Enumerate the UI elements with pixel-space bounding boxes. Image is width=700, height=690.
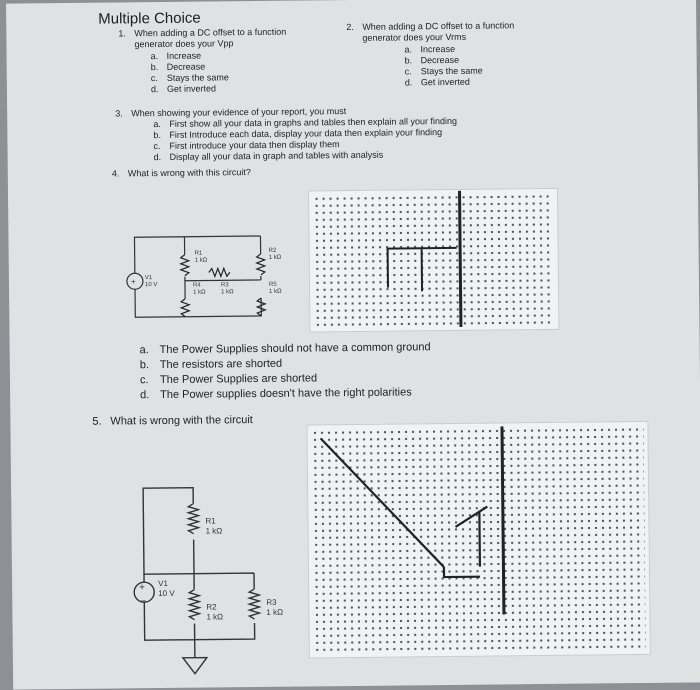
q3-option-a[interactable]: a. First show all your data in graphs and tables then explain all your finding [153, 115, 457, 130]
q4-schematic [120, 216, 301, 328]
q1-option-b[interactable]: b. Decrease [150, 61, 206, 73]
q4-r3-value: 1 kΩ [221, 289, 234, 296]
q1-text-line: generator does your Vpp [134, 38, 234, 50]
q4-r3-label: R3 [220, 282, 229, 289]
q2-option-d[interactable]: d. Get inverted [404, 76, 470, 88]
q1-number: 1. [118, 28, 126, 39]
q3-option-c[interactable]: c. First introduce your data then display them [153, 139, 340, 152]
q2-text-line: generator does your Vrms [362, 31, 467, 43]
q1-options [151, 50, 229, 95]
q3-option-d[interactable]: d. Display all your data in graph and tables with analysis [153, 149, 384, 163]
q4-r1-value: 1 kΩ [194, 257, 208, 264]
q1-option-d[interactable]: d. Get inverted [150, 83, 217, 95]
q4-r2-label: R2 [268, 247, 277, 254]
q4-r4-label: R4 [192, 282, 201, 289]
page-title: Multiple Choice [98, 9, 201, 28]
worksheet-page [6, 0, 700, 690]
q2-number: 2. [346, 21, 354, 33]
q4-v1-label: V1 [144, 275, 153, 282]
q2-text [362, 20, 514, 44]
q4-r2-value: 1 kΩ [268, 254, 282, 261]
q4-breadboard-wire [387, 248, 389, 288]
q3-number: 3. [115, 108, 123, 119]
q5-breadboard-wires [310, 426, 532, 588]
q3-options [153, 116, 457, 163]
q4-v1-value: 10 V [144, 282, 158, 289]
q5-r1-label: R1 [205, 516, 216, 526]
q4-r5-label: R5 [268, 281, 277, 288]
q3-option-b[interactable]: b. First Introduce each data, display your data then explain your finding [153, 127, 443, 141]
q5-r1-value: 1 kΩ [205, 526, 223, 536]
q5-schematic [121, 481, 303, 683]
q4-number: 4. [111, 168, 120, 179]
q4-option-c[interactable]: c. The Power Supplies are shorted [139, 372, 318, 387]
svg-text:+: + [130, 277, 136, 287]
q5-r2-label: R2 [206, 602, 217, 612]
q1-text [134, 27, 286, 51]
q5-text: What is wrong with the circuit [110, 414, 253, 428]
q4-r4-value: 1 kΩ [193, 289, 206, 296]
svg-text:−: − [140, 596, 147, 608]
q5-r3-value: 1 kΩ [266, 607, 284, 617]
q1-option-c[interactable]: c. Stays the same [150, 72, 229, 84]
q1-text-line: When adding a DC offset to a function [134, 26, 287, 39]
q3-text: When showing your evidence of your report, you must [131, 106, 347, 119]
q4-breadboard-image [308, 188, 559, 333]
q2-options [404, 44, 482, 89]
q5-v1-value: 10 V [158, 588, 175, 599]
q5-number: 5. [92, 415, 102, 428]
q4-option-b[interactable]: b. The resistors are shorted [139, 357, 283, 372]
q2-text-line: When adding a DC offset to a function [362, 20, 515, 32]
q4-text: What is wrong with this circuit? [127, 167, 251, 179]
q1-option-a[interactable]: a. Increase [150, 50, 202, 62]
q4-r5-value: 1 kΩ [269, 288, 282, 295]
q2-option-a[interactable]: a. Increase [404, 43, 456, 55]
q5-r3-label: R3 [266, 597, 277, 607]
q5-v1-label: V1 [158, 578, 168, 589]
q2-option-b[interactable]: b. Decrease [404, 54, 460, 66]
q4-option-d[interactable]: d. The Power supplies doesn't have the right polarities [140, 386, 412, 402]
q2-option-c[interactable]: c. Stays the same [404, 65, 483, 77]
q4-options [140, 341, 431, 402]
q4-breadboard-wire [421, 249, 423, 291]
svg-text:+: + [139, 582, 146, 594]
q4-option-a[interactable]: a. The Power Supplies should not have a common ground [139, 341, 431, 357]
q4-r1-label: R1 [194, 250, 203, 257]
q5-r2-value: 1 kΩ [206, 612, 224, 622]
